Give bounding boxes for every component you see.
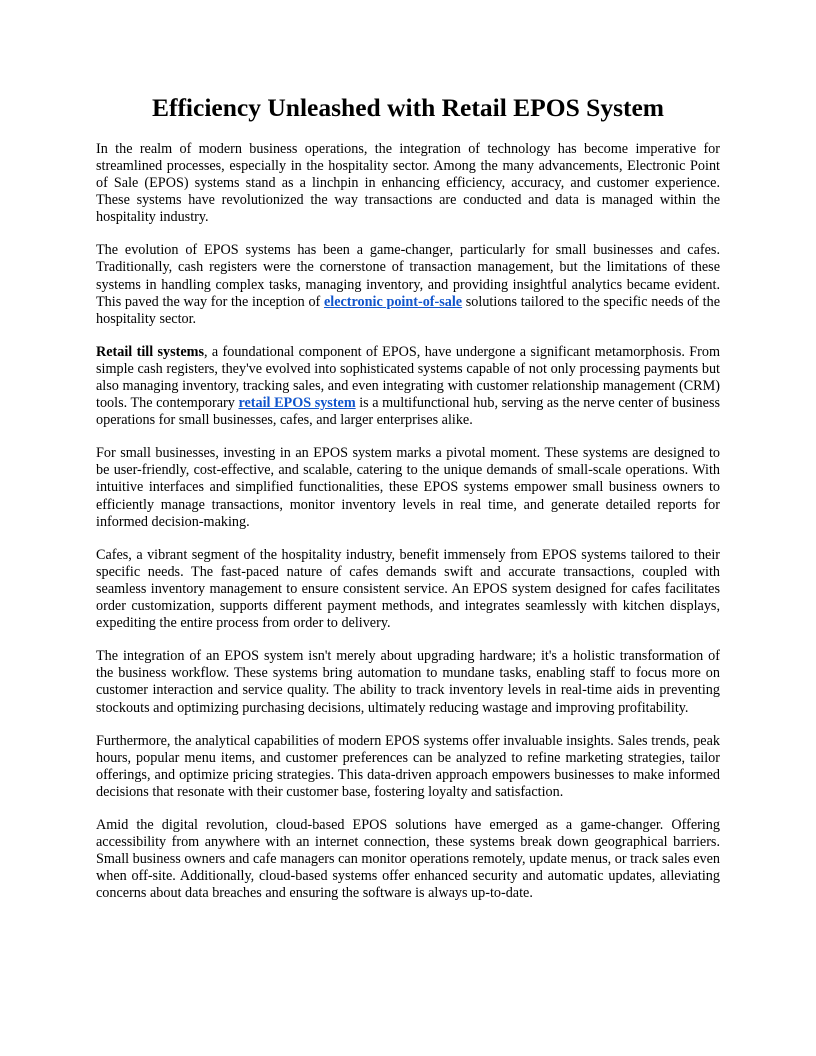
paragraph-text: solutions tailored to the specific needs of the hospitality sector.: [96, 293, 721, 327]
paragraph-integration: The integration of an EPOS system isn't merely about upgrading hardware; it's a holistic transformation of the business workflow. These systems bring automation to mundane tasks, enabling staff to focus more on customer interaction and service quality. The ability to track inventory levels in real-time aids in preventing stockouts and optimizing purchasing decisions, ultimately reducing wastage and improving profitability.: [96, 648, 720, 716]
paragraph-text: The evolution of EPOS systems has been a game-changer, particularly for small businesses and cafes. Traditionally, cash registers were the cornerstone of transaction management, but the limitations of these systems in handling complex tasks, managing inventory, and providing insightful analytics became evident. This paved the way for the inception of: [96, 242, 720, 310]
document-page: [96, 92, 720, 918]
paragraph-cafes: Cafes, a vibrant segment of the hospitality industry, benefit immensely from EPOS systems tailored to their specific needs. The fast-paced nature of cafes demands swift and accurate transactions, coupled with seamless inventory management to ensure consistent service. An EPOS system designed for cafes facilitates order customization, supports different payment methods, and integrates seamlessly with kitchen displays, expediting the entire process from order to delivery.: [96, 546, 720, 632]
paragraph-evolution: [96, 242, 720, 327]
paragraph-text: is a multifunctional hub, serving as the nerve center of business operations for small businesses, cafes, and larger enterprises alike.: [96, 395, 720, 429]
paragraph-analytics: Furthermore, the analytical capabilities of modern EPOS systems offer invaluable insights. Sales trends, peak hours, popular menu items, and customer preferences can be analyzed to refine marketing strategies, tailor offerings, and optimize pricing strategies. This data-driven approach empowers businesses to make informed decisions that resonate with their customer base, fostering loyalty and satisfaction.: [96, 732, 720, 800]
paragraph-small-business: For small businesses, investing in an EPOS system marks a pivotal moment. These systems are designed to be user-friendly, cost-effective, and scalable, catering to the unique demands of small-scale operations. With intuitive interfaces and simplified functionalities, these EPOS systems empower small business owners to efficiently manage transactions, monitor inventory levels in real time, and generate detailed reports for informed decision-making.: [96, 445, 720, 530]
bold-term: Retail till systems: [96, 343, 204, 360]
paragraph-retail-till: [96, 344, 720, 429]
retail-epos-system-link[interactable]: retail EPOS system: [238, 395, 356, 412]
paragraph-intro: In the realm of modern business operations, the integration of technology has become imperative for streamlined processes, especially in the hospitality sector. Among the many advancements, Electronic Point of Sale (EPOS) systems stand as a linchpin in enhancing efficiency, accuracy, and customer experience. These systems have revolutionized the way transactions are conducted and data is managed within the hospitality industry.: [96, 140, 720, 226]
electronic-point-of-sale-link[interactable]: electronic point-of-sale: [323, 293, 463, 310]
paragraph-text: , a foundational component of EPOS, have undergone a significant metamorphosis. From simple cash registers, they've evolved into sophisticated systems capable of not only processing payments but also managing inventory, tracking sales, and even integrating with customer relationship management (CRM) tools. The contemporary: [96, 343, 720, 412]
page-title: Efficiency Unleashed with Retail EPOS System: [151, 93, 665, 122]
paragraph-cloud: Amid the digital revolution, cloud-based EPOS solutions have emerged as a game-changer. Offering accessibility from anywhere with an internet connection, these systems break down geographical barriers. Small business owners and cafe managers can monitor operations remotely, update menus, or track sales even when off-site. Additionally, cloud-based systems offer enhanced security and automatic updates, alleviating concerns about data breaches and ensuring the software is always up-to-date.: [96, 816, 720, 902]
